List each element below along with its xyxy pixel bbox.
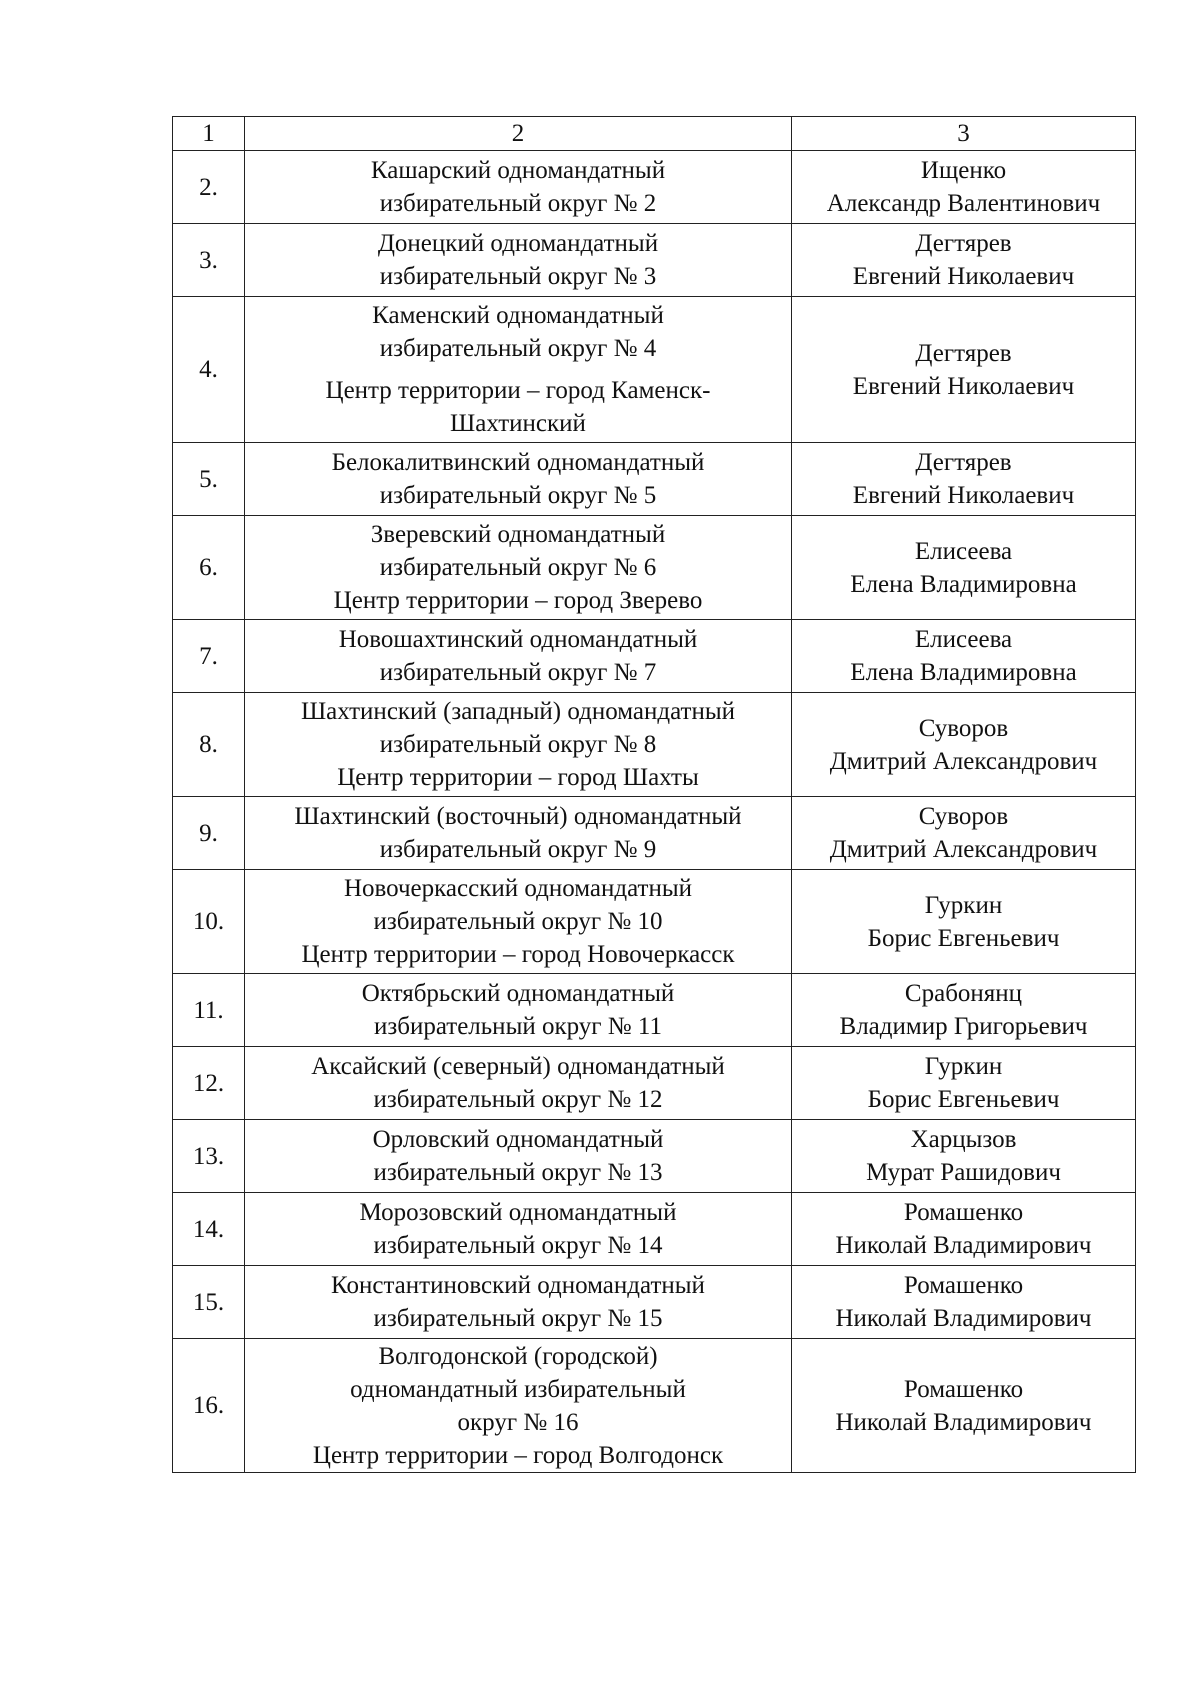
table-row [173, 620, 1136, 693]
header-cell-1: 1 [173, 117, 245, 151]
header-cell-2: 2 [245, 117, 792, 151]
district-cell [245, 870, 792, 974]
table-header-row [173, 117, 1136, 151]
person-cell [792, 1120, 1136, 1193]
person-given-names: Елена Владимировна [850, 570, 1077, 598]
territory-center-line: Центр территории – город Волгодонск [312, 1441, 724, 1469]
row-number: 6. [173, 516, 245, 620]
table-row [173, 151, 1136, 224]
person-given-names: Владимир Григорьевич [839, 1013, 1088, 1040]
district-cell [245, 1047, 792, 1120]
district-name-line: избирательный округ № 4 [379, 335, 657, 362]
district-name-line: избирательный округ № 8 [379, 731, 657, 758]
person-given-names: Александр Валентинович [826, 190, 1101, 217]
district-name-line: избирательный округ № 2 [379, 190, 657, 217]
table-row [173, 1193, 1136, 1266]
person-surname: Дегтярев [915, 339, 1012, 367]
person-given-names: Николай Владимирович [835, 1408, 1092, 1436]
district-name-line: Белокалитвинский одномандатный [331, 449, 705, 476]
person-cell [792, 620, 1136, 693]
district-cell [245, 443, 792, 516]
district-name-line: Новочеркасский одномандатный [343, 875, 693, 902]
district-name-line: избирательный округ № 5 [379, 482, 657, 509]
person-surname: Дегтярев [915, 449, 1012, 476]
district-cell [245, 151, 792, 224]
row-number: 14. [173, 1193, 245, 1266]
person-surname: Елисеева [914, 537, 1013, 565]
table-row [173, 443, 1136, 516]
person-cell [792, 797, 1136, 870]
row-number: 5. [173, 443, 245, 516]
table-row [173, 1339, 1136, 1473]
district-name-line: избирательный округ № 12 [373, 1086, 663, 1113]
person-given-names: Мурат Рашидович [866, 1159, 1061, 1186]
district-cell [245, 1339, 792, 1473]
district-name-line: Волгодонской (городской) [378, 1342, 658, 1370]
person-surname: Гуркин [924, 891, 1003, 919]
person-cell [792, 297, 1136, 443]
district-cell [245, 297, 792, 443]
table-row [173, 693, 1136, 797]
territory-center-line: Шахтинский [450, 410, 586, 437]
district-name-line: избирательный округ № 14 [373, 1232, 663, 1259]
district-name-line: Зверевский одномандатный [370, 521, 666, 548]
district-name-line: избирательный округ № 6 [379, 554, 657, 581]
district-name-line: избирательный округ № 3 [379, 263, 657, 290]
row-number: 3. [173, 224, 245, 297]
person-surname: Дегтярев [915, 230, 1012, 257]
person-cell [792, 1266, 1136, 1339]
person-given-names: Дмитрий Александрович [829, 836, 1098, 863]
row-number: 9. [173, 797, 245, 870]
table-row [173, 1047, 1136, 1120]
person-surname: Ромашенко [903, 1375, 1024, 1403]
person-cell [792, 224, 1136, 297]
person-cell [792, 1047, 1136, 1120]
district-name-line: Шахтинский (восточный) одномандатный [294, 803, 742, 830]
person-surname: Суворов [918, 714, 1009, 742]
territory-center-line: Центр территории – город Каменск- [325, 377, 711, 404]
district-name-line: избирательный округ № 13 [373, 1159, 663, 1186]
table-row [173, 1266, 1136, 1339]
person-given-names: Борис Евгеньевич [867, 1086, 1060, 1113]
territory-center-line: Центр территории – город Зверево [333, 587, 703, 614]
territory-center-line: Центр территории – город Шахты [337, 764, 699, 791]
person-cell [792, 443, 1136, 516]
person-surname: Елисеева [914, 626, 1013, 653]
table-row [173, 974, 1136, 1047]
person-given-names: Николай Владимирович [835, 1232, 1092, 1259]
district-name-line: округ № 16 [457, 1408, 579, 1436]
district-name-line: Орловский одномандатный [372, 1126, 664, 1153]
row-number: 8. [173, 693, 245, 797]
person-cell [792, 1193, 1136, 1266]
table-row [173, 1120, 1136, 1193]
person-surname: Ромашенко [903, 1199, 1024, 1226]
district-cell [245, 974, 792, 1047]
district-cell [245, 1120, 792, 1193]
person-cell [792, 693, 1136, 797]
district-name-line: избирательный округ № 11 [373, 1013, 662, 1040]
district-name-line: Донецкий одномандатный [377, 230, 659, 257]
table-body [173, 117, 1136, 1473]
row-number: 15. [173, 1266, 245, 1339]
header-cell-3: 3 [792, 117, 1136, 151]
district-cell [245, 1193, 792, 1266]
district-cell [245, 1266, 792, 1339]
person-cell [792, 1339, 1136, 1473]
row-number: 4. [173, 297, 245, 443]
district-name-line: Кашарский одномандатный [370, 157, 666, 184]
district-name-line: Константиновский одномандатный [331, 1272, 705, 1299]
district-cell [245, 620, 792, 693]
district-name-line: Октябрьский одномандатный [361, 980, 675, 1007]
table-row [173, 297, 1136, 443]
district-cell [245, 224, 792, 297]
row-number: 12. [173, 1047, 245, 1120]
table-row [173, 797, 1136, 870]
person-given-names: Евгений Николаевич [852, 482, 1075, 509]
district-cell [245, 693, 792, 797]
district-name-line: избирательный округ № 9 [379, 836, 657, 863]
person-cell [792, 516, 1136, 620]
person-cell [792, 151, 1136, 224]
district-name-line: избирательный округ № 10 [373, 908, 663, 935]
districts-table [172, 116, 1136, 1473]
district-name-line: одномандатный избирательный [350, 1375, 686, 1403]
district-name-line: Новошахтинский одномандатный [338, 626, 698, 653]
table-row [173, 516, 1136, 620]
person-cell [792, 870, 1136, 974]
district-name-line: Морозовский одномандатный [359, 1199, 677, 1226]
row-number: 16. [173, 1339, 245, 1473]
row-number: 2. [173, 151, 245, 224]
district-name-line: Аксайский (северный) одномандатный [311, 1053, 725, 1080]
person-given-names: Евгений Николаевич [852, 263, 1075, 290]
person-given-names: Борис Евгеньевич [867, 924, 1060, 952]
district-name-line: избирательный округ № 7 [379, 659, 657, 686]
person-surname: Срабонянц [904, 980, 1023, 1007]
person-surname: Ищенко [920, 157, 1007, 184]
row-number: 7. [173, 620, 245, 693]
person-given-names: Елена Владимировна [850, 659, 1077, 686]
table-row [173, 224, 1136, 297]
person-surname: Суворов [918, 803, 1009, 830]
row-number: 13. [173, 1120, 245, 1193]
person-given-names: Николай Владимирович [835, 1305, 1092, 1332]
person-given-names: Дмитрий Александрович [829, 747, 1098, 775]
person-surname: Ромашенко [903, 1272, 1024, 1299]
person-surname: Харцызов [910, 1126, 1017, 1153]
person-given-names: Евгений Николаевич [852, 372, 1075, 400]
row-number: 10. [173, 870, 245, 974]
district-cell [245, 797, 792, 870]
district-name-line: Шахтинский (западный) одномандатный [300, 698, 736, 725]
district-name-line: Каменский одномандатный [372, 302, 664, 329]
district-cell [245, 516, 792, 620]
row-number: 11. [173, 974, 245, 1047]
district-name-line: избирательный округ № 15 [373, 1305, 663, 1332]
person-cell [792, 974, 1136, 1047]
person-surname: Гуркин [924, 1053, 1003, 1080]
table-row [173, 870, 1136, 974]
territory-center-line: Центр территории – город Новочеркасск [301, 941, 735, 968]
